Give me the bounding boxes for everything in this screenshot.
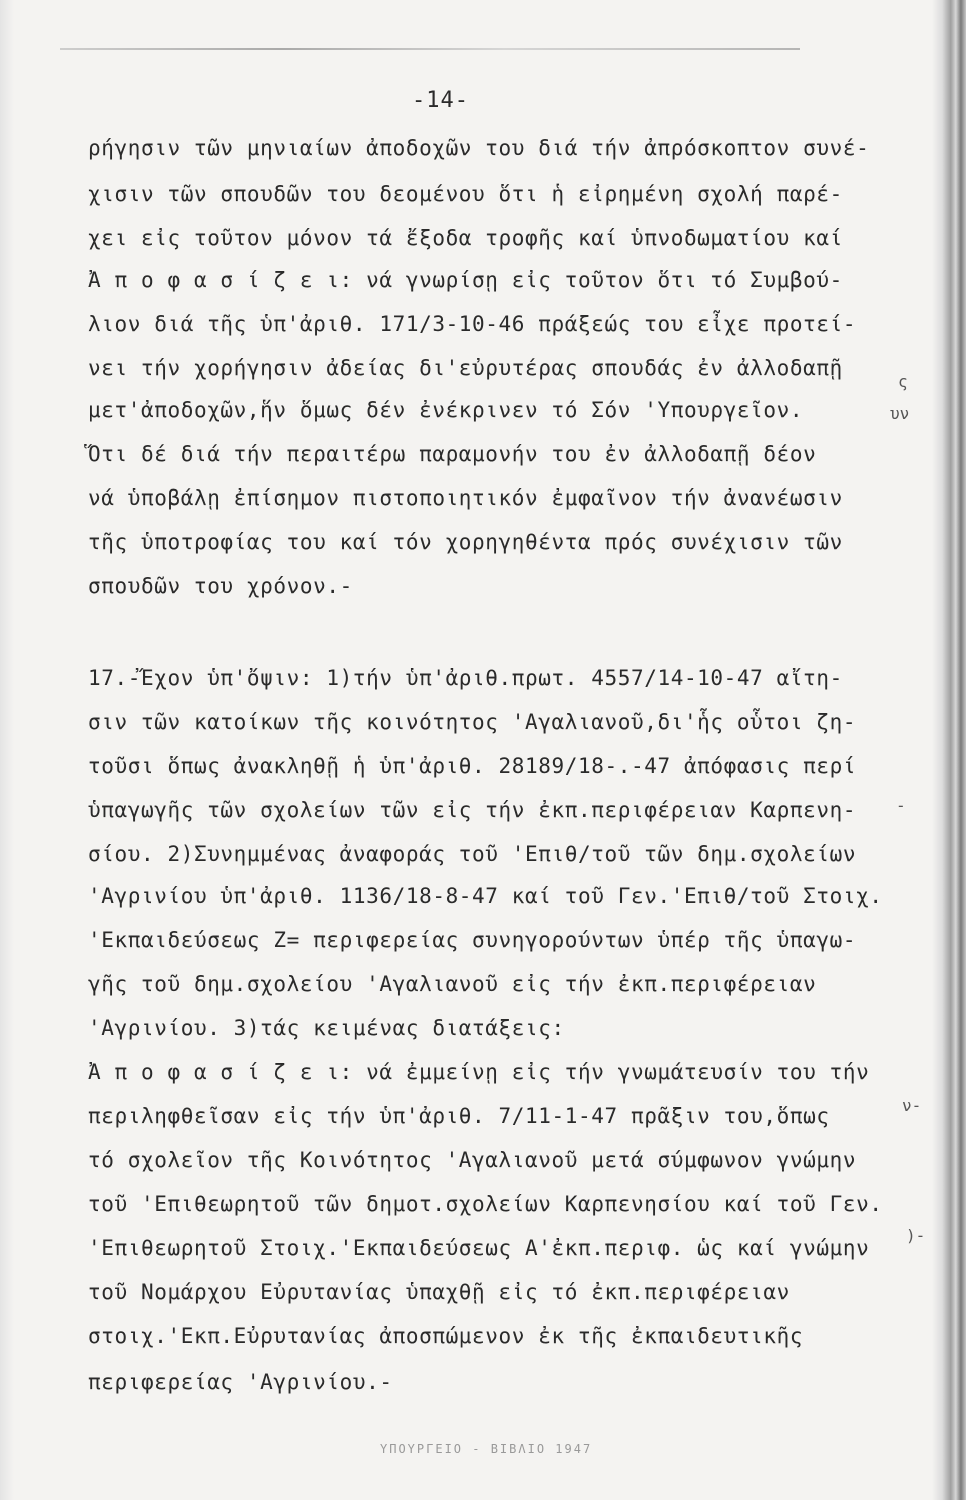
text-line: μετ'ἀποδοχῶν,ἥν ὅμως δέν ἐνέκρινεν τό Σόν 'Υπουργεῖον.	[88, 398, 804, 422]
text-line: λιον διά τῆς ὑπ'ἀριθ. 171/3-10-46 πράξεώς του εἶχε προτεί-	[88, 312, 857, 336]
text-line: ὑπαγωγῆς τῶν σχολείων τῶν εἰς τήν ἐκπ.περιφέρειαν Καρπενη-	[88, 798, 857, 822]
text-line: 'Επιθεωρητοῦ Στοιχ.'Εκπαιδεύσεως Α'ἐκπ.περιφ. ὡς καί γνώμην	[88, 1236, 870, 1260]
text-line: γῆς τοῦ δημ.σχολείου 'Αγαλιανοῦ εἰς τήν ἐκπ.περιφέρειαν	[88, 972, 817, 996]
text-line: 'Αγρινίου. 3)τάς κειμένας διατάξεις:	[88, 1016, 565, 1040]
margin-note: -	[896, 796, 906, 815]
text-line: 'Εκπαιδεύσεως Ζ= περιφερείας συνηγορούντων ὑπέρ τῆς ὑπαγω-	[88, 928, 857, 952]
margin-note: )-	[906, 1226, 926, 1245]
page-number: -14-	[412, 88, 469, 113]
text-line: στοιχ.'Εκπ.Εὐρυτανίας ἀποσπώμενον ἐκ τῆς ἐκπαιδευτικῆς	[88, 1324, 804, 1348]
margin-note: ς	[898, 372, 908, 391]
text-line: Ἀ π ο φ α σ ί ζ ε ι: νά ἐμμείνῃ εἰς τήν γνωμάτευσίν του τήν	[88, 1060, 870, 1084]
text-line: σίου. 2)Συνημμένας ἀναφοράς τοῦ 'Επιθ/τοῦ τῶν δημ.σχολείων	[88, 842, 857, 866]
text-line: περιφερείας 'Αγρινίου.-	[88, 1370, 393, 1394]
text-line: περιληφθεῖσαν εἰς τήν ὑπ'ἀριθ. 7/11-1-47 πρᾶξιν του,ὅπως	[88, 1104, 830, 1128]
text-line: τό σχολεῖον τῆς Κοινότητος 'Αγαλιανοῦ μετά σύμφωνον γνώμην	[88, 1148, 857, 1172]
text-line: Ὅτι δέ διά τήν περαιτέρω παραμονήν του ἐν ἀλλοδαπῇ δέον	[88, 442, 817, 466]
text-line: νει τήν χορήγησιν ἀδείας δι'εὐρυτέρας σπουδάς ἐν ἀλλοδαπῇ	[88, 356, 843, 380]
margin-note: ν-	[902, 1096, 922, 1115]
text-line: τῆς ὑποτροφίας του καί τόν χορηγηθέντα πρός συνέχισιν τῶν	[88, 530, 843, 554]
text-line: τοῦ 'Επιθεωρητοῦ τῶν δημοτ.σχολείων Καρπενησίου καί τοῦ Γεν.	[88, 1192, 883, 1216]
text-line: νά ὑποβάλῃ ἐπίσημον πιστοποιητικόν ἐμφαῖνον τήν ἀνανέωσιν	[88, 486, 843, 510]
scan-right-edge	[932, 0, 966, 1500]
margin-note: υν	[890, 404, 910, 423]
top-rule	[60, 48, 800, 50]
scan-left-edge	[0, 0, 14, 1500]
footer-stamp: ΥΠΟΥΡΓΕΙΟ - ΒΙΒΛΙΟ 1947	[380, 1442, 593, 1456]
text-line: τοῦσι ὅπως ἀνακληθῇ ἡ ὑπ'ἀριθ. 28189/18-.-47 ἀπόφασις περί	[88, 754, 857, 778]
text-line: σπουδῶν του χρόνον.-	[88, 574, 353, 598]
text-line: τοῦ Νομάρχου Εὐρυτανίας ὑπαχθῇ εἰς τό ἐκπ.περιφέρειαν	[88, 1280, 790, 1304]
text-line: 'Αγρινίου ὑπ'ἀριθ. 1136/18-8-47 καί τοῦ Γεν.'Επιθ/τοῦ Στοιχ.	[88, 884, 883, 908]
text-line: 17.-Ἔχον ὑπ'ὄψιν: 1)τήν ὑπ'ἀριθ.πρωτ. 4557/14-10-47 αἴτη-	[88, 666, 843, 690]
text-line: ρήγησιν τῶν μηνιαίων ἀποδοχῶν του διά τήν ἀπρόσκοπτον συνέ-	[88, 136, 870, 160]
text-line: Ἀ π ο φ α σ ί ζ ε ι: νά γνωρίσῃ εἰς τοῦτον ὅτι τό Συμβού-	[88, 268, 843, 292]
text-line: σιν τῶν κατοίκων τῆς κοινότητος 'Αγαλιανοῦ,δι'ἧς οὗτοι ζη-	[88, 710, 857, 734]
text-line: χισιν τῶν σπουδῶν του δεομένου ὅτι ἡ εἰρημένη σχολή παρέ-	[88, 182, 843, 206]
text-line: χει εἰς τοῦτον μόνον τά ἔξοδα τροφῆς καί ὑπνοδωματίου καί	[88, 226, 843, 250]
